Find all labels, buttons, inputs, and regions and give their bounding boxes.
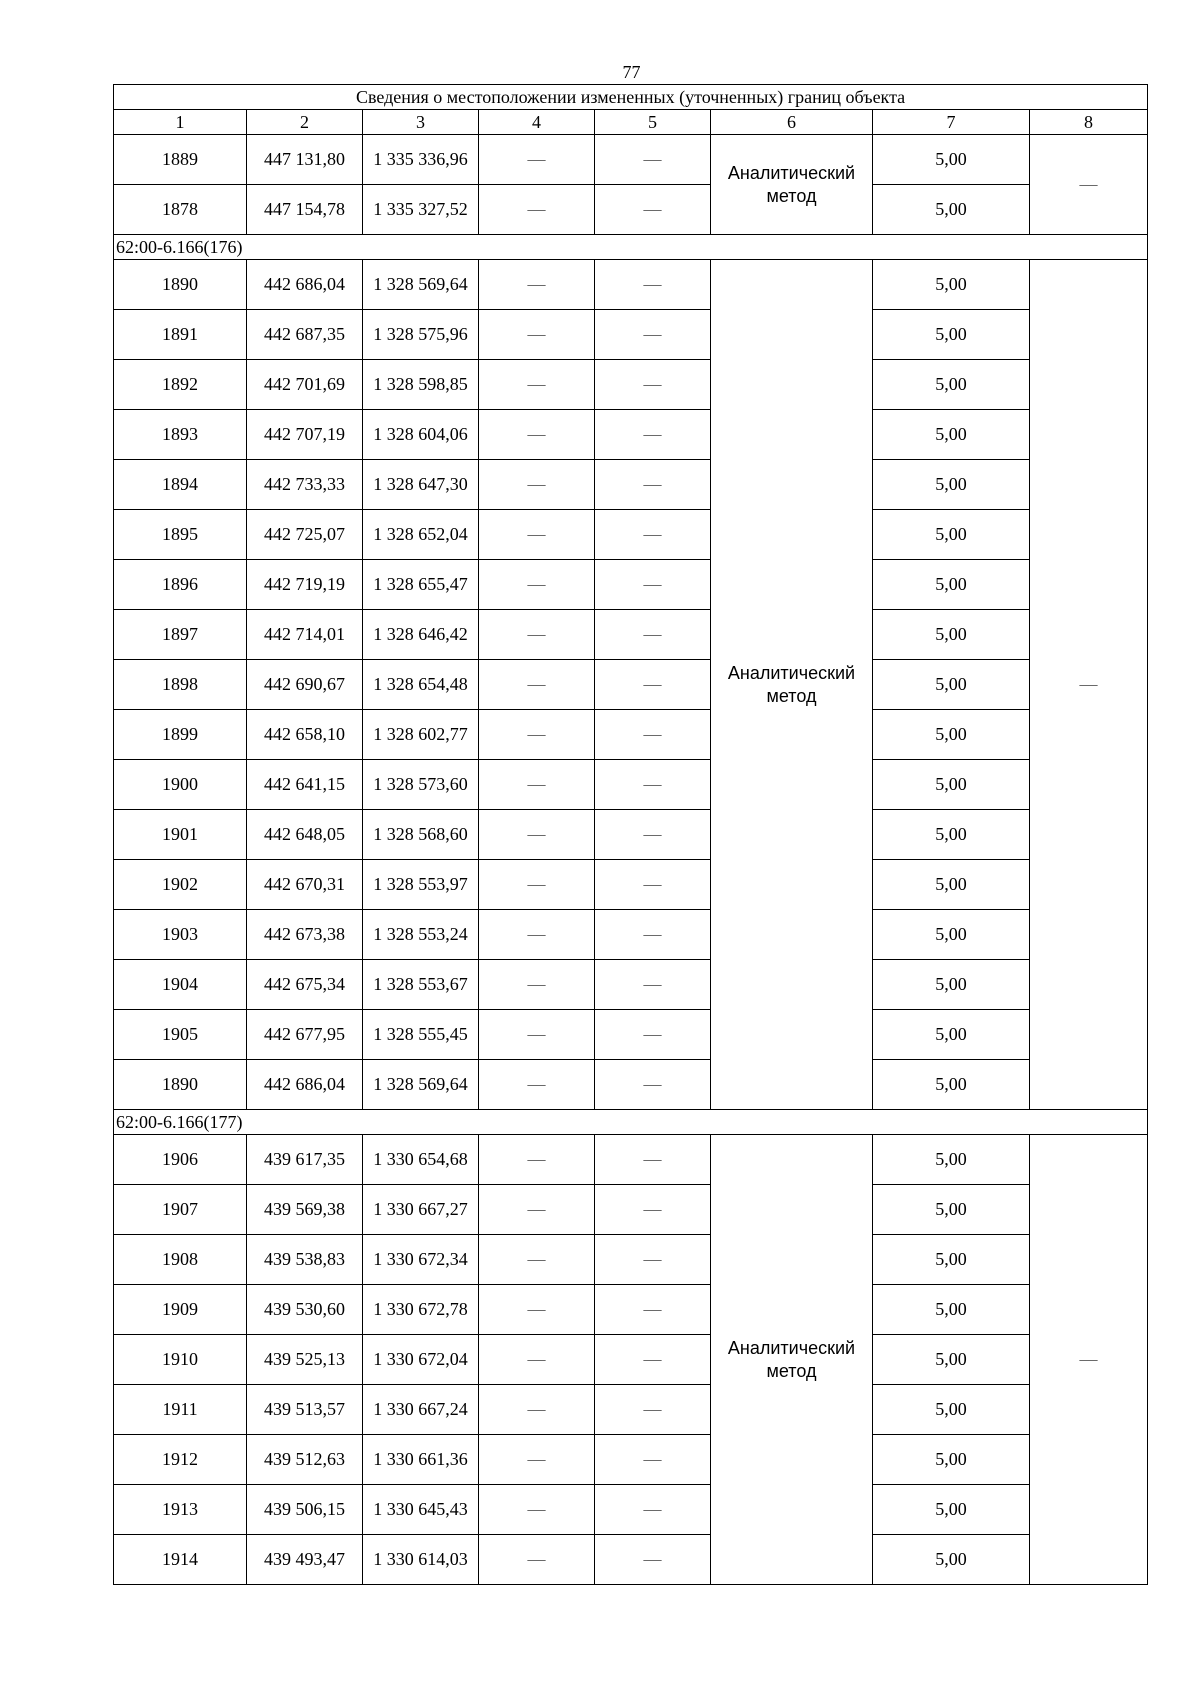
accuracy-cell: 5,00: [873, 1135, 1030, 1185]
table-row: [114, 135, 1148, 185]
column-4-cell: —: [479, 760, 595, 810]
table-row: [114, 760, 1148, 810]
point-number-cell: 1904: [114, 960, 247, 1010]
coordinate-x-cell: 442 677,95: [247, 1010, 363, 1060]
table-row: [114, 1060, 1148, 1110]
accuracy-cell: 5,00: [873, 410, 1030, 460]
table-row: [114, 1335, 1148, 1385]
coordinate-y-cell: 1 328 555,45: [363, 1010, 479, 1060]
table-row: [114, 610, 1148, 660]
point-number-cell: 1878: [114, 185, 247, 235]
table-row: [114, 510, 1148, 560]
coordinate-x-cell: 442 658,10: [247, 710, 363, 760]
coordinate-y-cell: 1 328 646,42: [363, 610, 479, 660]
column-5-cell: —: [595, 260, 711, 310]
point-number-cell: 1890: [114, 1060, 247, 1110]
coordinate-x-cell: 442 687,35: [247, 310, 363, 360]
coordinate-y-cell: 1 330 667,24: [363, 1385, 479, 1435]
coordinate-y-cell: 1 328 604,06: [363, 410, 479, 460]
column-5-cell: —: [595, 560, 711, 610]
boundary-coordinates-table: [113, 84, 1148, 1585]
point-number-cell: 1911: [114, 1385, 247, 1435]
accuracy-cell: 5,00: [873, 1060, 1030, 1110]
column-4-cell: —: [479, 1235, 595, 1285]
section-label-row: [114, 1110, 1148, 1135]
column-header-row: [114, 110, 1148, 135]
column-4-cell: —: [479, 660, 595, 710]
coordinate-x-cell: 442 686,04: [247, 1060, 363, 1110]
column-5-cell: —: [595, 860, 711, 910]
table-row: [114, 410, 1148, 460]
column-5-cell: —: [595, 1385, 711, 1435]
table-row: [114, 1010, 1148, 1060]
section-label: 62:00-6.166(177): [114, 1110, 1148, 1135]
table-row: [114, 460, 1148, 510]
accuracy-cell: 5,00: [873, 1010, 1030, 1060]
column-5-cell: —: [595, 660, 711, 710]
coordinate-y-cell: 1 328 652,04: [363, 510, 479, 560]
point-number-cell: 1893: [114, 410, 247, 460]
coordinate-x-cell: 442 641,15: [247, 760, 363, 810]
point-number-cell: 1897: [114, 610, 247, 660]
section-label: 62:00-6.166(176): [114, 235, 1148, 260]
coordinate-x-cell: 439 506,15: [247, 1485, 363, 1535]
accuracy-cell: 5,00: [873, 810, 1030, 860]
accuracy-cell: 5,00: [873, 1285, 1030, 1335]
coordinate-x-cell: 447 131,80: [247, 135, 363, 185]
point-number-cell: 1895: [114, 510, 247, 560]
column-header: 2: [247, 110, 363, 135]
column-5-cell: —: [595, 510, 711, 560]
point-number-cell: 1914: [114, 1535, 247, 1585]
column-4-cell: —: [479, 1135, 595, 1185]
table-title: Сведения о местоположении измененных (уточненных) границ объекта: [114, 85, 1148, 110]
column-header: 5: [595, 110, 711, 135]
coordinate-y-cell: 1 328 553,24: [363, 910, 479, 960]
column-5-cell: —: [595, 1185, 711, 1235]
accuracy-cell: 5,00: [873, 360, 1030, 410]
coordinate-x-cell: 442 719,19: [247, 560, 363, 610]
accuracy-cell: 5,00: [873, 135, 1030, 185]
column-4-cell: —: [479, 1435, 595, 1485]
coordinate-y-cell: 1 328 573,60: [363, 760, 479, 810]
coordinate-y-cell: 1 330 672,04: [363, 1335, 479, 1385]
coordinate-x-cell: 439 525,13: [247, 1335, 363, 1385]
table-row: [114, 810, 1148, 860]
table-row: [114, 910, 1148, 960]
column-5-cell: —: [595, 1485, 711, 1535]
column-5-cell: —: [595, 1285, 711, 1335]
table-row: [114, 860, 1148, 910]
point-number-cell: 1907: [114, 1185, 247, 1235]
column-5-cell: —: [595, 1060, 711, 1110]
point-number-cell: 1892: [114, 360, 247, 410]
coordinate-y-cell: 1 330 667,27: [363, 1185, 479, 1235]
coordinate-x-cell: 439 569,38: [247, 1185, 363, 1235]
point-number-cell: 1905: [114, 1010, 247, 1060]
table-row: [114, 1135, 1148, 1185]
column-5-cell: —: [595, 410, 711, 460]
point-number-cell: 1901: [114, 810, 247, 860]
coordinate-y-cell: 1 328 553,67: [363, 960, 479, 1010]
coordinate-x-cell: 442 725,07: [247, 510, 363, 560]
column-4-cell: —: [479, 460, 595, 510]
accuracy-cell: 5,00: [873, 660, 1030, 710]
column-header: 7: [873, 110, 1030, 135]
column-4-cell: —: [479, 560, 595, 610]
table-row: [114, 360, 1148, 410]
point-number-cell: 1894: [114, 460, 247, 510]
accuracy-cell: 5,00: [873, 1335, 1030, 1385]
accuracy-cell: 5,00: [873, 510, 1030, 560]
point-number-cell: 1906: [114, 1135, 247, 1185]
coordinate-y-cell: 1 335 327,52: [363, 185, 479, 235]
coordinate-y-cell: 1 330 645,43: [363, 1485, 479, 1535]
point-number-cell: 1896: [114, 560, 247, 610]
accuracy-cell: 5,00: [873, 1485, 1030, 1535]
table-row: [114, 560, 1148, 610]
column-4-cell: —: [479, 1060, 595, 1110]
column-4-cell: —: [479, 1185, 595, 1235]
column-4-cell: —: [479, 510, 595, 560]
point-number-cell: 1891: [114, 310, 247, 360]
column-8-cell: —: [1030, 135, 1148, 235]
column-4-cell: —: [479, 810, 595, 860]
accuracy-cell: 5,00: [873, 185, 1030, 235]
column-4-cell: —: [479, 135, 595, 185]
column-8-cell: —: [1030, 260, 1148, 1110]
coordinate-x-cell: 439 512,63: [247, 1435, 363, 1485]
coordinate-y-cell: 1 330 614,03: [363, 1535, 479, 1585]
coordinate-y-cell: 1 328 655,47: [363, 560, 479, 610]
point-number-cell: 1902: [114, 860, 247, 910]
column-4-cell: —: [479, 1485, 595, 1535]
coordinate-y-cell: 1 328 575,96: [363, 310, 479, 360]
column-5-cell: —: [595, 910, 711, 960]
accuracy-cell: 5,00: [873, 960, 1030, 1010]
coordinate-y-cell: 1 328 568,60: [363, 810, 479, 860]
table-row: [114, 710, 1148, 760]
column-5-cell: —: [595, 810, 711, 860]
column-4-cell: —: [479, 1010, 595, 1060]
coordinate-x-cell: 439 513,57: [247, 1385, 363, 1435]
column-4-cell: —: [479, 610, 595, 660]
column-5-cell: —: [595, 1010, 711, 1060]
column-4-cell: —: [479, 860, 595, 910]
column-5-cell: —: [595, 185, 711, 235]
column-5-cell: —: [595, 610, 711, 660]
coordinate-x-cell: 442 733,33: [247, 460, 363, 510]
table-row: [114, 960, 1148, 1010]
coordinate-x-cell: 442 673,38: [247, 910, 363, 960]
column-5-cell: —: [595, 360, 711, 410]
coordinate-x-cell: 442 670,31: [247, 860, 363, 910]
coordinate-x-cell: 442 707,19: [247, 410, 363, 460]
column-5-cell: —: [595, 1335, 711, 1385]
coordinate-x-cell: 439 530,60: [247, 1285, 363, 1335]
point-number-cell: 1889: [114, 135, 247, 185]
column-4-cell: —: [479, 310, 595, 360]
column-header: 1: [114, 110, 247, 135]
accuracy-cell: 5,00: [873, 710, 1030, 760]
coordinate-y-cell: 1 328 654,48: [363, 660, 479, 710]
accuracy-cell: 5,00: [873, 460, 1030, 510]
coordinate-x-cell: 442 690,67: [247, 660, 363, 710]
coordinate-y-cell: 1 330 672,78: [363, 1285, 479, 1335]
accuracy-cell: 5,00: [873, 910, 1030, 960]
accuracy-cell: 5,00: [873, 1385, 1030, 1435]
point-number-cell: 1909: [114, 1285, 247, 1335]
column-header: 6: [711, 110, 873, 135]
point-number-cell: 1912: [114, 1435, 247, 1485]
point-number-cell: 1910: [114, 1335, 247, 1385]
accuracy-cell: 5,00: [873, 1535, 1030, 1585]
accuracy-cell: 5,00: [873, 260, 1030, 310]
accuracy-cell: 5,00: [873, 610, 1030, 660]
coordinate-x-cell: 442 714,01: [247, 610, 363, 660]
column-5-cell: —: [595, 135, 711, 185]
table-row: [114, 1235, 1148, 1285]
column-5-cell: —: [595, 1235, 711, 1285]
coordinate-y-cell: 1 328 553,97: [363, 860, 479, 910]
accuracy-cell: 5,00: [873, 310, 1030, 360]
coordinate-x-cell: 439 617,35: [247, 1135, 363, 1185]
accuracy-cell: 5,00: [873, 860, 1030, 910]
coordinate-y-cell: 1 328 602,77: [363, 710, 479, 760]
coordinate-y-cell: 1 328 647,30: [363, 460, 479, 510]
coordinate-y-cell: 1 330 654,68: [363, 1135, 479, 1185]
section-label-row: [114, 235, 1148, 260]
point-number-cell: 1900: [114, 760, 247, 810]
method-cell: Аналитический метод: [711, 1135, 873, 1585]
column-5-cell: —: [595, 460, 711, 510]
point-number-cell: 1908: [114, 1235, 247, 1285]
column-4-cell: —: [479, 1285, 595, 1335]
column-4-cell: —: [479, 1535, 595, 1585]
method-cell: Аналитический метод: [711, 135, 873, 235]
table-row: [114, 185, 1148, 235]
table-row: [114, 1185, 1148, 1235]
point-number-cell: 1890: [114, 260, 247, 310]
column-8-cell: —: [1030, 1135, 1148, 1585]
table-row: [114, 260, 1148, 310]
table-row: [114, 1435, 1148, 1485]
column-4-cell: —: [479, 260, 595, 310]
column-4-cell: —: [479, 710, 595, 760]
column-header: 3: [363, 110, 479, 135]
coordinate-y-cell: 1 328 598,85: [363, 360, 479, 410]
column-4-cell: —: [479, 960, 595, 1010]
accuracy-cell: 5,00: [873, 1185, 1030, 1235]
table-row: [114, 1385, 1148, 1435]
column-5-cell: —: [595, 760, 711, 810]
coordinate-x-cell: 439 538,83: [247, 1235, 363, 1285]
accuracy-cell: 5,00: [873, 760, 1030, 810]
column-5-cell: —: [595, 310, 711, 360]
accuracy-cell: 5,00: [873, 1235, 1030, 1285]
table-title-row: [114, 85, 1148, 110]
point-number-cell: 1899: [114, 710, 247, 760]
column-5-cell: —: [595, 710, 711, 760]
coordinate-y-cell: 1 328 569,64: [363, 260, 479, 310]
column-4-cell: —: [479, 185, 595, 235]
column-header: 4: [479, 110, 595, 135]
column-5-cell: —: [595, 1535, 711, 1585]
column-5-cell: —: [595, 1135, 711, 1185]
coordinate-y-cell: 1 328 569,64: [363, 1060, 479, 1110]
coordinate-x-cell: 442 701,69: [247, 360, 363, 410]
coordinate-y-cell: 1 335 336,96: [363, 135, 479, 185]
column-4-cell: —: [479, 1385, 595, 1435]
coordinate-x-cell: 442 686,04: [247, 260, 363, 310]
point-number-cell: 1913: [114, 1485, 247, 1535]
column-4-cell: —: [479, 360, 595, 410]
accuracy-cell: 5,00: [873, 560, 1030, 610]
column-header: 8: [1030, 110, 1148, 135]
page-number: 77: [622, 62, 641, 82]
table-row: [114, 310, 1148, 360]
coordinate-x-cell: 447 154,78: [247, 185, 363, 235]
table-row: [114, 1485, 1148, 1535]
accuracy-cell: 5,00: [873, 1435, 1030, 1485]
table-row: [114, 660, 1148, 710]
table-row: [114, 1285, 1148, 1335]
coordinate-x-cell: 439 493,47: [247, 1535, 363, 1585]
table-row: [114, 1535, 1148, 1585]
method-cell: Аналитический метод: [711, 260, 873, 1110]
point-number-cell: 1898: [114, 660, 247, 710]
column-4-cell: —: [479, 1335, 595, 1385]
coordinate-x-cell: 442 648,05: [247, 810, 363, 860]
point-number-cell: 1903: [114, 910, 247, 960]
column-4-cell: —: [479, 910, 595, 960]
coordinate-x-cell: 442 675,34: [247, 960, 363, 1010]
column-5-cell: —: [595, 960, 711, 1010]
coordinate-y-cell: 1 330 661,36: [363, 1435, 479, 1485]
column-4-cell: —: [479, 410, 595, 460]
coordinate-y-cell: 1 330 672,34: [363, 1235, 479, 1285]
column-5-cell: —: [595, 1435, 711, 1485]
